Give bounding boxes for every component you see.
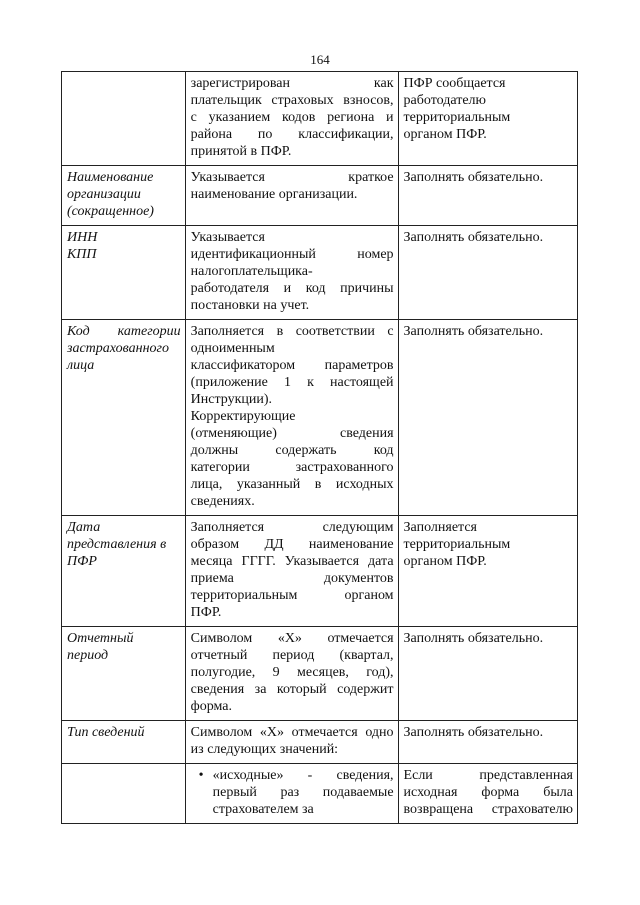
note-cell bbox=[398, 72, 577, 166]
note-line: органом ПФР. bbox=[403, 554, 487, 569]
field-name-line: КПП bbox=[67, 247, 97, 262]
note-cell bbox=[398, 721, 577, 764]
description-line: ПФР. bbox=[190, 605, 222, 620]
description-line: Указывается bbox=[190, 230, 265, 245]
field-name-line: лица bbox=[67, 358, 95, 373]
field-name-cell bbox=[62, 764, 186, 824]
description-line: района по классификации, bbox=[190, 127, 394, 142]
field-name-cell bbox=[62, 320, 186, 516]
note-line: Если представленная bbox=[403, 768, 573, 783]
description-line: отчетный период (квартал, bbox=[190, 648, 394, 663]
table-row bbox=[62, 226, 578, 320]
field-name-line: Дата bbox=[67, 520, 101, 535]
description-line: полугодие, 9 месяцев, год), bbox=[190, 665, 394, 680]
description-line: зарегистрирован как bbox=[190, 76, 394, 91]
description-cell bbox=[185, 320, 398, 516]
note-cell bbox=[398, 516, 577, 627]
description-line: постановки на учет. bbox=[190, 298, 310, 313]
field-name-cell bbox=[62, 516, 186, 627]
description-line: первый раз подаваемые bbox=[212, 785, 394, 800]
description-line: лица, указанный в исходных bbox=[190, 477, 394, 492]
description-line: налогоплательщика- bbox=[190, 264, 313, 279]
field-name-line: застрахованного bbox=[67, 341, 169, 356]
description-line: (приложение 1 к настоящей bbox=[190, 375, 394, 390]
description-line: работодателя и код причины bbox=[190, 281, 394, 296]
description-cell bbox=[185, 226, 398, 320]
description-line: территориальным органом bbox=[190, 588, 394, 603]
field-name-line: Тип сведений bbox=[67, 725, 145, 740]
description-line: категории застрахованного bbox=[190, 460, 394, 475]
table-row bbox=[62, 320, 578, 516]
description-line: Корректирующие bbox=[190, 409, 296, 424]
field-name-cell bbox=[62, 72, 186, 166]
note-line: работодателю bbox=[403, 93, 486, 108]
table-row bbox=[62, 516, 578, 627]
note-line: территориальным bbox=[403, 537, 511, 552]
description-line: «исходные» - сведения, bbox=[212, 768, 394, 783]
field-name-line: Отчетный bbox=[67, 631, 134, 646]
note-line: Заполнять обязательно. bbox=[403, 170, 544, 185]
description-cell bbox=[185, 627, 398, 721]
note-line: исходная форма была bbox=[403, 785, 573, 800]
note-line: ПФР сообщается bbox=[403, 76, 506, 91]
field-name-line: (сокращенное) bbox=[67, 204, 154, 219]
description-line: форма. bbox=[190, 699, 233, 714]
table-row bbox=[62, 72, 578, 166]
description-line: наименование организации. bbox=[190, 187, 358, 202]
description-line: должны содержать код bbox=[190, 443, 394, 458]
description-line: классификатором параметров bbox=[190, 358, 394, 373]
note-line: территориальным bbox=[403, 110, 511, 125]
field-name-cell bbox=[62, 226, 186, 320]
description-line: принятой в ПФР. bbox=[190, 144, 292, 159]
field-name-line: представления в bbox=[67, 537, 167, 552]
description-cell bbox=[185, 72, 398, 166]
field-name-line: ПФР bbox=[67, 554, 97, 569]
description-cell bbox=[185, 721, 398, 764]
note-cell bbox=[398, 764, 577, 824]
field-name-line: период bbox=[67, 648, 109, 663]
description-cell bbox=[185, 764, 398, 824]
description-line: Символом «Х» отмечается bbox=[190, 631, 394, 646]
note-line: Заполнять обязательно. bbox=[403, 631, 544, 646]
description-line: с указанием кодов региона и bbox=[190, 110, 394, 125]
note-cell bbox=[398, 226, 577, 320]
note-line: Заполнять обязательно. bbox=[403, 324, 544, 339]
description-line: страхователем за bbox=[212, 802, 314, 817]
description-line: сведениях. bbox=[190, 494, 255, 509]
description-line: Указывается краткое bbox=[190, 170, 394, 185]
field-name-line: Наименование bbox=[67, 170, 154, 185]
description-line: плательщик страховых взносов, bbox=[190, 93, 394, 108]
note-cell bbox=[398, 627, 577, 721]
description-line: образом ДД наименование bbox=[190, 537, 394, 552]
table-body bbox=[62, 72, 578, 824]
instruction-table bbox=[61, 71, 578, 824]
description-line: Заполняется в соответствии с bbox=[190, 324, 394, 339]
table-row bbox=[62, 764, 578, 824]
field-name-line: организации bbox=[67, 187, 141, 202]
description-line: Инструкции). bbox=[190, 392, 273, 407]
field-name-cell bbox=[62, 721, 186, 764]
table-row bbox=[62, 721, 578, 764]
note-line: возвращена страхователю bbox=[403, 802, 573, 817]
note-line: Заполнять обязательно. bbox=[403, 230, 544, 245]
description-line: (отменяющие) сведения bbox=[190, 426, 394, 441]
description-line: Заполняется следующим bbox=[190, 520, 394, 535]
description-line: одноименным bbox=[190, 341, 275, 356]
description-line: из следующих значений: bbox=[190, 742, 339, 757]
table-row bbox=[62, 627, 578, 721]
note-line: Заполнять обязательно. bbox=[403, 725, 544, 740]
field-name-line: Код категории bbox=[67, 324, 181, 339]
field-name-line: ИНН bbox=[67, 230, 98, 245]
note-line: органом ПФР. bbox=[403, 127, 487, 142]
description-line: Символом «Х» отмечается одно bbox=[190, 725, 394, 740]
description-line: сведения за который содержит bbox=[190, 682, 394, 697]
page-number: 164 bbox=[310, 52, 330, 67]
description-cell bbox=[185, 516, 398, 627]
bullet-icon: • bbox=[198, 768, 204, 783]
description-line: идентификационный номер bbox=[190, 247, 394, 262]
field-name-cell bbox=[62, 627, 186, 721]
description-line: месяца ГГГГ. Указывается дата bbox=[190, 554, 394, 569]
table-row bbox=[62, 166, 578, 226]
note-cell bbox=[398, 320, 577, 516]
description-cell bbox=[185, 166, 398, 226]
field-name-cell bbox=[62, 166, 186, 226]
note-line: Заполняется bbox=[403, 520, 477, 535]
note-cell bbox=[398, 166, 577, 226]
bullet-list-item bbox=[191, 767, 394, 818]
description-line: приема документов bbox=[190, 571, 394, 586]
